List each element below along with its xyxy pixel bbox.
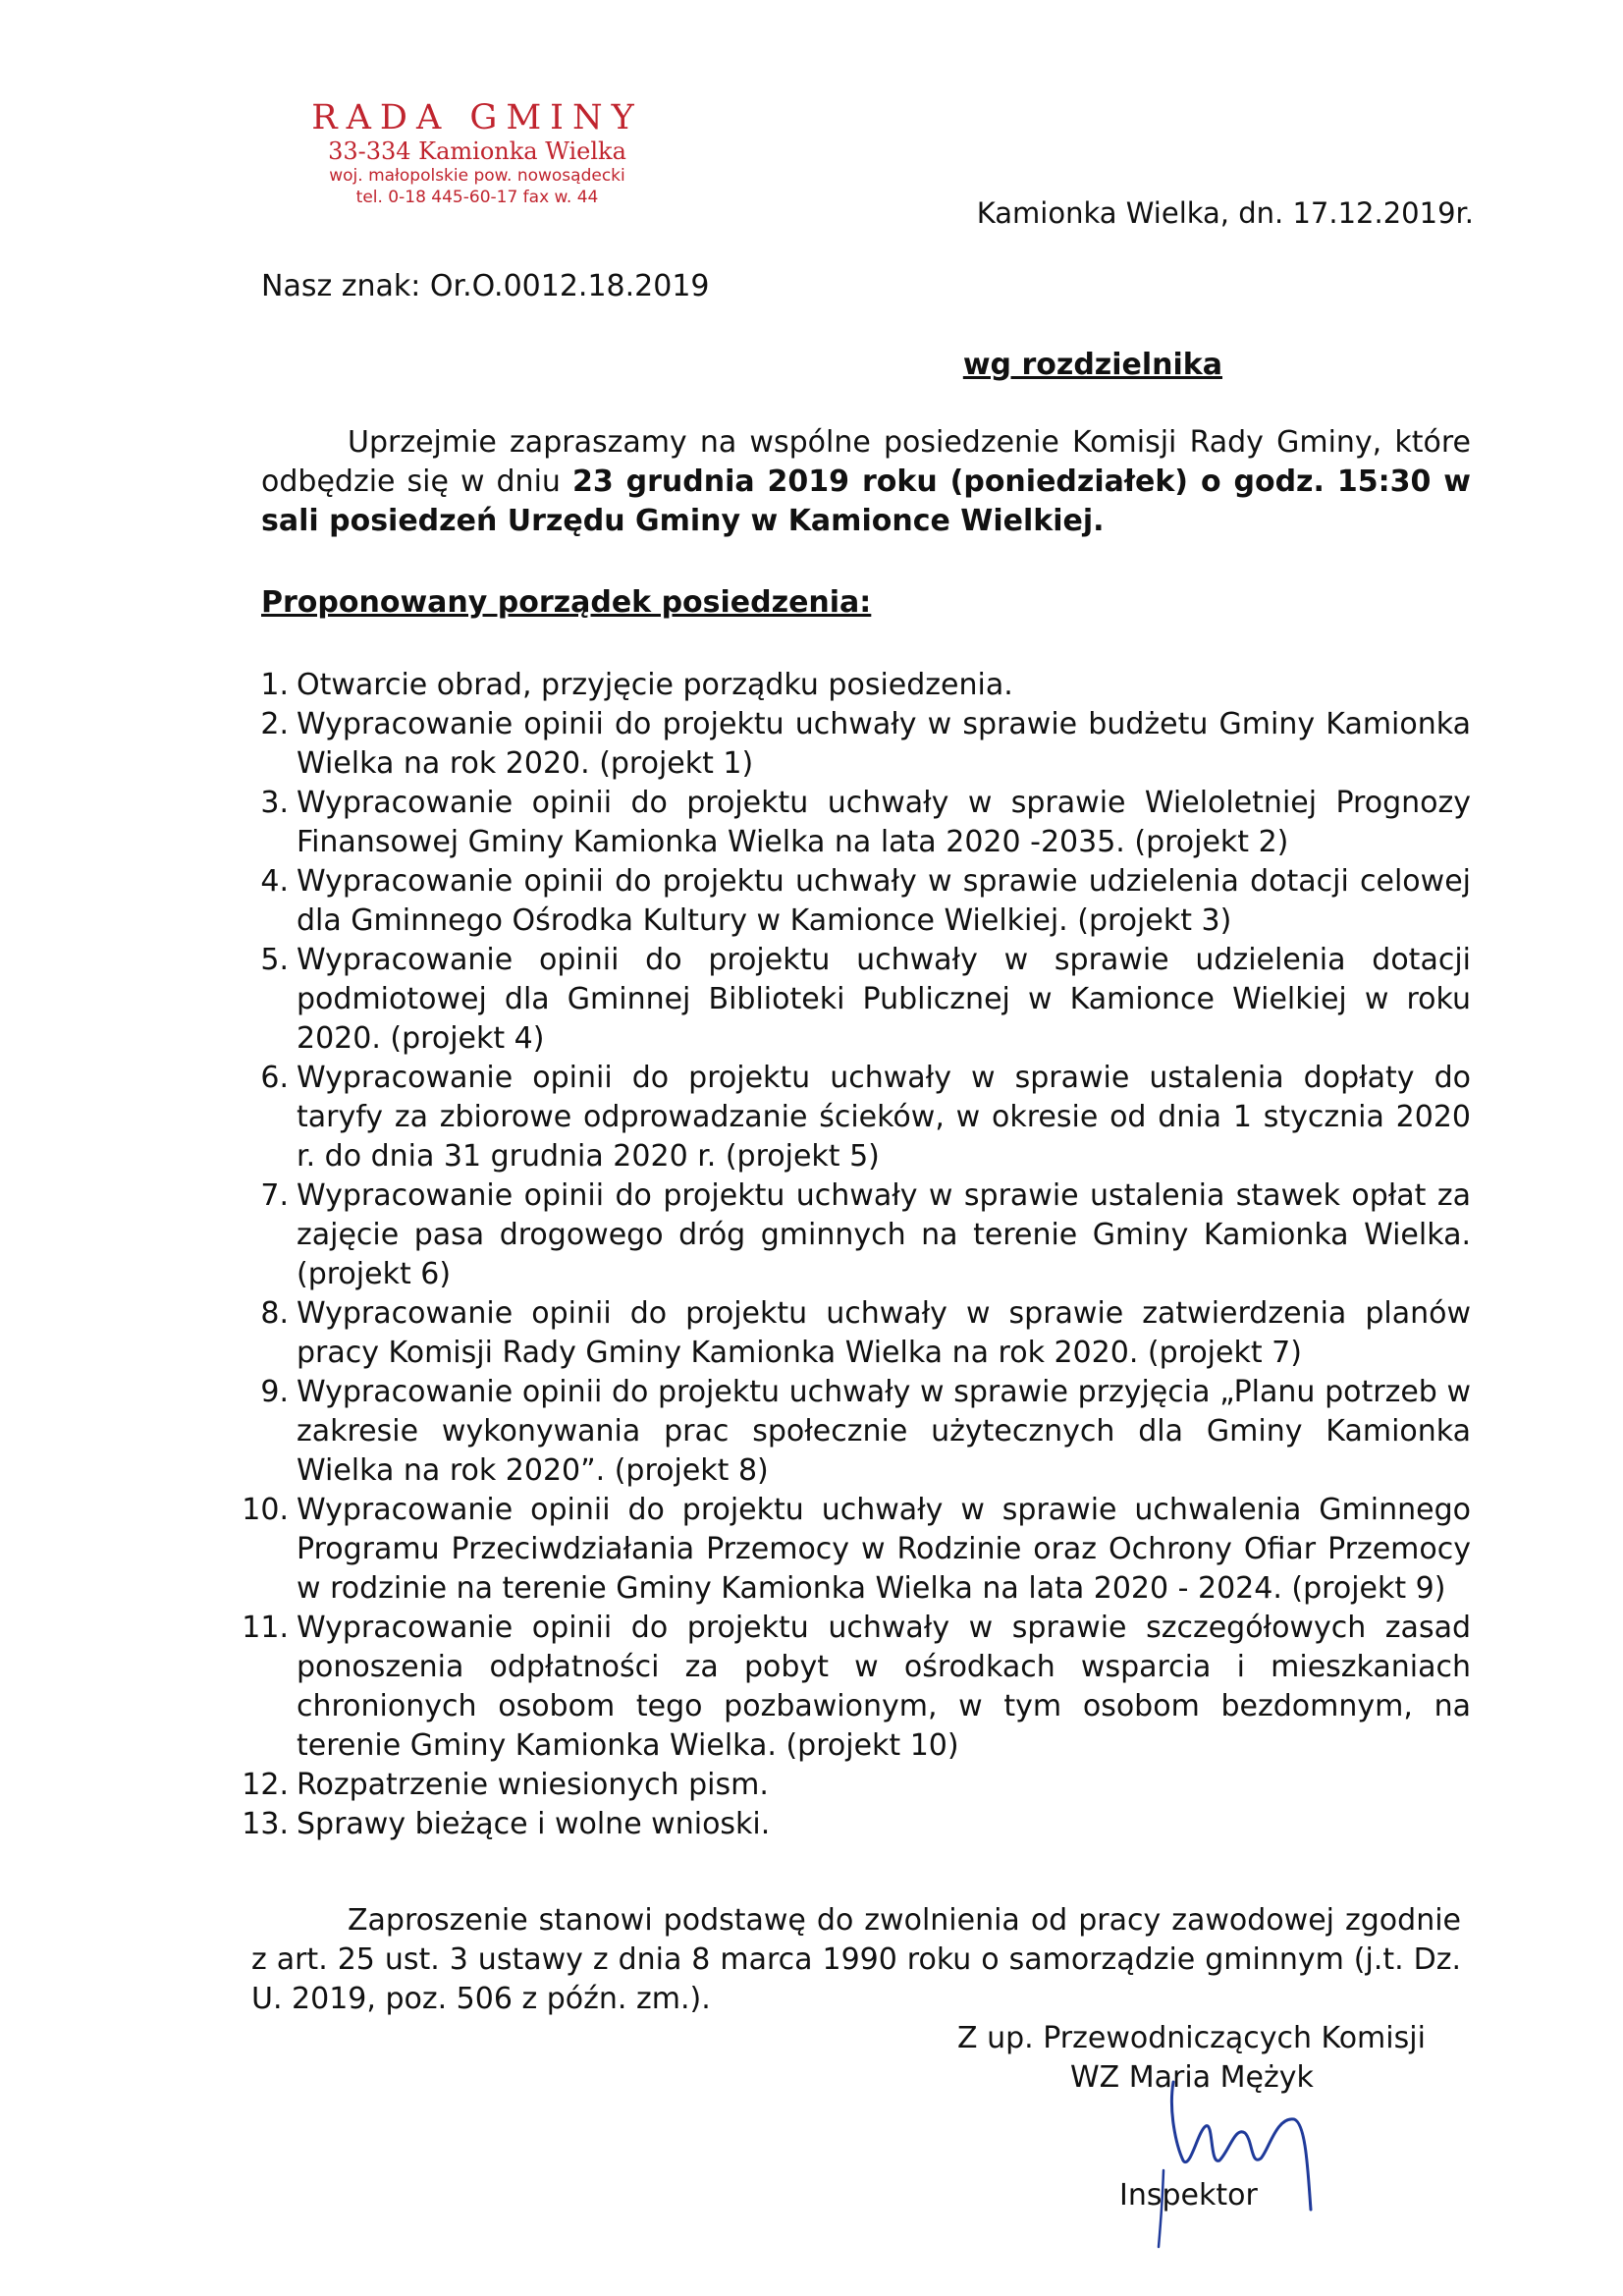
agenda-item-text: Wypracowanie opinii do projektu uchwały w sprawie zatwierdzenia planów pracy Komisji Rady Gminy Kamionka Wielka na rok 2020. (projekt 7) [297, 1296, 1471, 1370]
agenda-item-number: 2. [260, 707, 289, 741]
agenda-title: Proponowany porządek posiedzenia: [261, 585, 872, 620]
agenda-item [242, 1294, 1471, 1373]
invitation-date-location: 23 grudnia 2019 roku (poniedziałek) o godz. 15:30 w sali posiedzeń Urzędu Gminy w Kamionce Wielkiej. [261, 465, 1471, 538]
agenda-item-text: Wypracowanie opinii do projektu uchwały w sprawie udzielenia dotacji celowej dla Gminnego Ośrodka Kultury w Kamionce Wielkiej. (projekt 3) [297, 864, 1471, 938]
agenda-item [242, 705, 1471, 784]
closing-text: Zaproszenie stanowi podstawę do zwolnienia od pracy zawodowej zgodnie z art. 25 ust. 3 ustawy z dnia 8 marca 1990 roku o samorządzie gminnym (j.t. Dz. U. 2019, poz. 506 z późn. zm.). [251, 1903, 1461, 2016]
agenda-item-number: 6. [260, 1061, 289, 1095]
agenda-item-text: Wypracowanie opinii do projektu uchwały w sprawie budżetu Gminy Kamionka Wielka na rok 2020. (projekt 1) [297, 707, 1471, 781]
stamp-address: 33-334 Kamionka Wielka [328, 137, 626, 165]
agenda-item-number: 4. [260, 864, 289, 899]
agenda-item [242, 1805, 1471, 1844]
agenda-item-text: Wypracowanie opinii do projektu uchwały w sprawie ustalenia dopłaty do taryfy za zbiorowe odprowadzanie ścieków, w okresie od dnia 1 stycznia 2020 r. do dnia 31 grudnia 2020 r. (projekt 5) [297, 1061, 1471, 1174]
agenda-item [242, 941, 1471, 1059]
reference-number: Nasz znak: Or.O.0012.18.2019 [261, 269, 710, 303]
agenda-item-number: 9. [260, 1375, 289, 1409]
agenda-item-number: 7. [260, 1178, 289, 1213]
agenda-item [242, 784, 1471, 862]
agenda-item-text: Rozpatrzenie wniesionych pism. [297, 1768, 769, 1802]
agenda-item-text: Wypracowanie opinii do projektu uchwały w sprawie udzielenia dotacji podmiotowej dla Gminnej Biblioteki Publicznej w Kamionce Wielkiej w roku 2020. (projekt 4) [297, 943, 1471, 1056]
stamp-region: woj. małopolskie pow. nowosądecki [329, 166, 625, 186]
signature-name: WZ Maria Mężyk [1070, 2060, 1314, 2095]
agenda-item-text: Otwarcie obrad, przyjęcie porządku posiedzenia. [297, 668, 1013, 702]
signature-role: Z up. Przewodniczących Komisji [957, 2021, 1426, 2055]
agenda-item [242, 862, 1471, 941]
invitation-paragraph [261, 423, 1471, 541]
agenda-item-number: 12. [242, 1768, 289, 1802]
agenda-item-text: Wypracowanie opinii do projektu uchwały w sprawie przyjęcia „Planu potrzeb w zakresie wykonywania prac społecznie użytecznych dla Gminy Kamionka Wielka na rok 2020”. (projekt 8) [297, 1375, 1471, 1488]
agenda-item [242, 1609, 1471, 1766]
agenda-item-text: Wypracowanie opinii do projektu uchwały w sprawie uchwalenia Gminnego Programu Przeciwdziałania Przemocy w Rodzinie oraz Ochrony Ofiar Przemocy w rodzinie na terenie Gminy Kamionka Wielka na lata 2020 - 2024. (projekt 9) [297, 1493, 1471, 1606]
place-date: Kamionka Wielka, dn. 17.12.2019r. [976, 196, 1474, 230]
agenda-item-text: Wypracowanie opinii do projektu uchwały w sprawie szczegółowych zasad ponoszenia odpłatności za pobyt w ośrodkach wsparcia i mieszkaniach chronionych osobom tego pozbawionym, w tym osobom bezdomnym, na terenie Gminy Kamionka Wielka. (projekt 10) [297, 1611, 1471, 1763]
invitation-text: Uprzejmie zapraszamy na wspólne posiedzenie Komisji Rady Gminy, które odbędzie się w dniu [261, 425, 1471, 499]
agenda-item-number: 5. [260, 943, 289, 977]
agenda-item [242, 1766, 1471, 1805]
closing-paragraph [251, 1901, 1461, 2019]
agenda-item-number: 1. [260, 668, 289, 702]
agenda-item [242, 1176, 1471, 1294]
agenda-item-text: Sprawy bieżące i wolne wnioski. [297, 1807, 771, 1841]
agenda-item [242, 1373, 1471, 1491]
agenda-item-number: 8. [260, 1296, 289, 1331]
agenda-item-number: 3. [260, 786, 289, 820]
agenda-item-number: 13. [242, 1807, 289, 1841]
agenda-item-text: Wypracowanie opinii do projektu uchwały w sprawie Wieloletniej Prognozy Finansowej Gminy Kamionka Wielka na lata 2020 -2035. (projekt 2) [297, 786, 1471, 859]
agenda-list [242, 666, 1471, 1844]
handwritten-signature [1129, 2072, 1325, 2249]
stamp-phone: tel. 0-18 445-60-17 fax w. 44 [355, 188, 599, 207]
council-stamp [291, 98, 664, 208]
agenda-item-text: Wypracowanie opinii do projektu uchwały w sprawie ustalenia stawek opłat za zajęcie pasa drogowego dróg gminnych na terenie Gminy Kamionka Wielka. (projekt 6) [297, 1178, 1471, 1291]
stamp-title: RADA GMINY [311, 98, 643, 137]
agenda-item [242, 666, 1471, 705]
recipient: wg rozdzielnika [962, 348, 1222, 382]
agenda-item [242, 1059, 1471, 1176]
signature-title: Inspektor [1119, 2178, 1258, 2213]
agenda-item-number: 10. [242, 1493, 289, 1527]
agenda-item [242, 1491, 1471, 1609]
agenda-item-number: 11. [242, 1611, 289, 1645]
